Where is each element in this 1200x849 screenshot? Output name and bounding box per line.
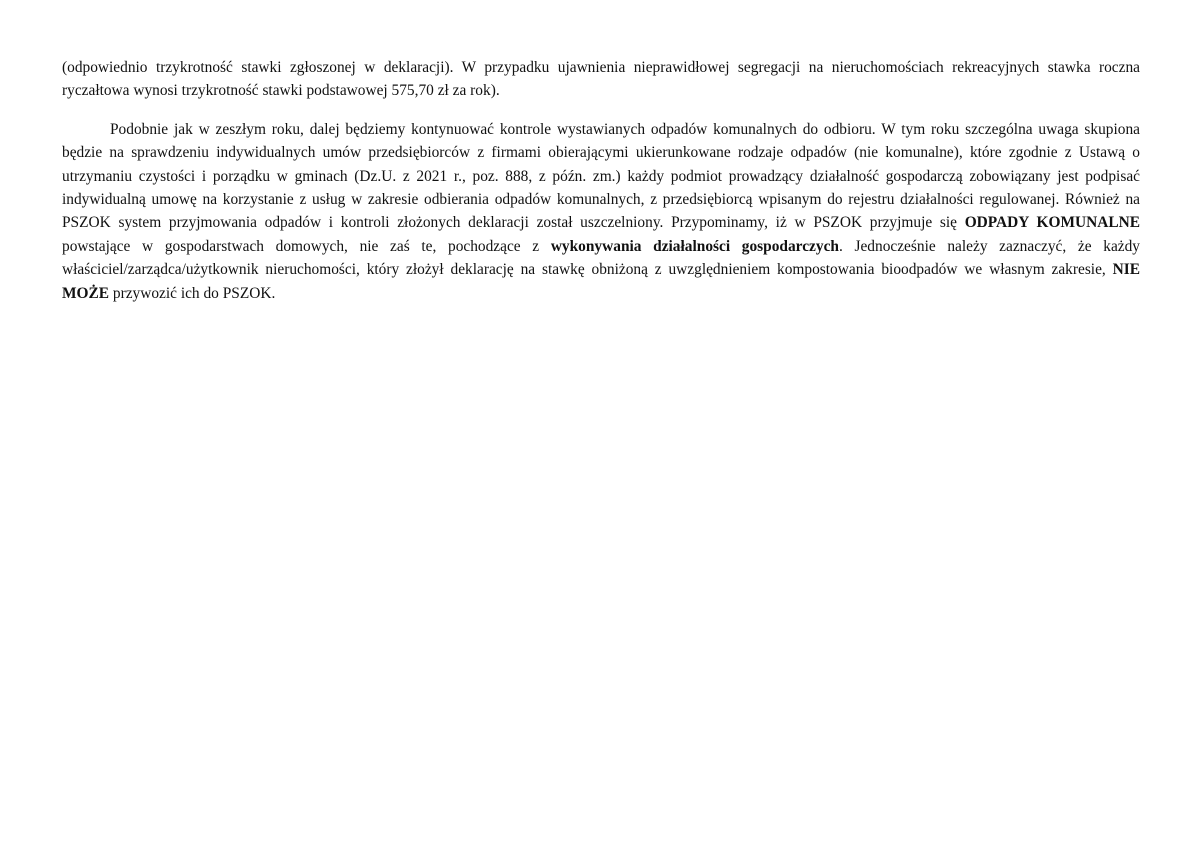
bold-odpady-komunalne: ODPADY KOMUNALNE [964,214,1140,232]
paragraph-1: (odpowiednio trzykrotność stawki zgłoszonej w deklaracji). W przypadku ujawnienia nieprawidłowej segregacji na nieruchomościach rekreacyjnych stawka roczna ryczałtowa wynosi trzykrotność stawki podstawowej 575,70 zł za rok). [62,59,1140,100]
bold-nie-moze: NIE MOŻE [62,261,1140,302]
bold-wykonywania-dzialalnosci: wykonywania działalności gospodarczych [550,237,839,255]
paragraph-2-text-2: powstające w gospodarstwach domowych, nie zaś te, pochodzące z [62,237,551,255]
paragraph-2 [62,118,1140,305]
paragraph-2-text-3: . Jednocześnie należy zaznaczyć, że każdy właściciel/zarządca/użytkownik nieruchomości, który złożył deklarację na stawkę obniżoną z uwzględnieniem kompostowania bioodpadów we własnym zakresie, [62,237,1140,279]
paragraph-2-text-4: przywozić ich do PSZOK. [109,284,276,302]
document-page [62,56,1140,305]
paragraph-2-text-1: Podobnie jak w zeszłym roku, dalej będziemy kontynuować kontrole wystawianych odpadów komunalnych do odbioru. W tym roku szczególna uwaga skupiona będzie na sprawdzeniu indywidualnych umów przedsiębiorców z firmami obierającymi ukierunkowane rodzaje odpadów (nie komunalne), które zgodnie z Ustawą o utrzymaniu czystości i porządku w gminach (Dz.U. z 2021 r., poz. 888, z późn. zm.) każdy podmiot prowadzący działalność gospodarczą zobowiązany jest podpisać indywidualną umowę na korzystanie z usług w zakresie odbierania odpadów komunalnych, z przedsiębiorcą wpisanym do rejestru działalności regulowanej. Również na PSZOK system przyjmowania odpadów i kontroli złożonych deklaracji został uszczelniony. Przypominamy, iż w PSZOK przyjmuje się [62,120,1140,232]
